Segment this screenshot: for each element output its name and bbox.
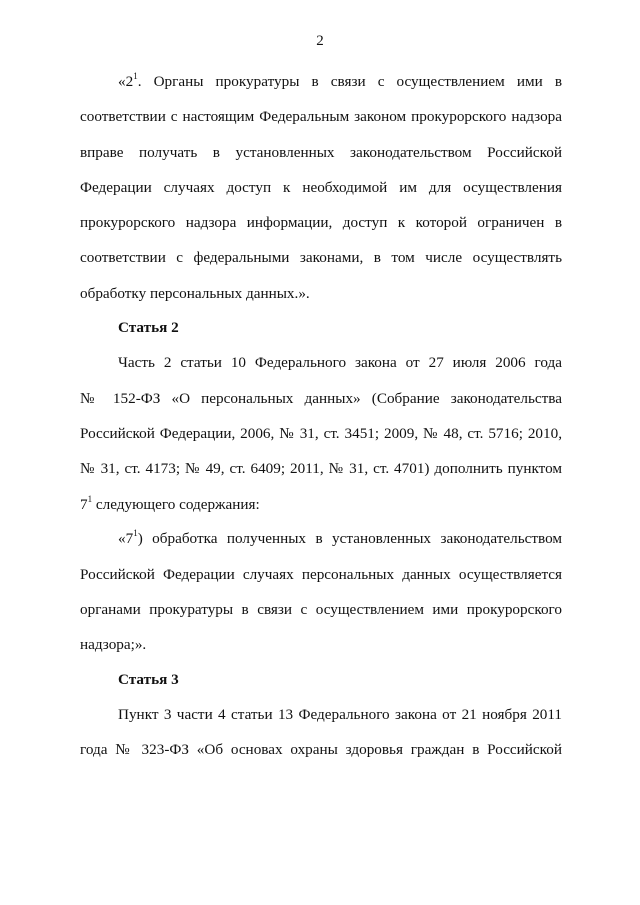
article-3-heading: Статья 3 bbox=[118, 671, 179, 688]
item-marker: «7 bbox=[118, 530, 134, 547]
line-text: . Органы прокуратуры в связи с осуществлением ими в bbox=[137, 73, 562, 90]
page-number: 2 bbox=[316, 33, 324, 49]
text-line: № 31, ст. 4173; № 49, ст. 6409; 2011, № 31, ст. 4701) дополнить пунктом bbox=[80, 460, 562, 477]
text-line bbox=[80, 496, 562, 514]
line-text: следующего содержания: bbox=[92, 496, 260, 513]
superscript: 1 bbox=[87, 494, 93, 504]
text-line: соответствии с федеральными законами, в том числе осуществлять bbox=[80, 249, 562, 266]
item-marker: «2 bbox=[118, 73, 134, 90]
text-line bbox=[118, 73, 562, 91]
text-line: № 152-ФЗ «О персональных данных» (Собрание законодательства bbox=[80, 390, 562, 407]
text-line: Российской Федерации, 2006, № 31, ст. 3451; 2009, № 48, ст. 5716; 2010, bbox=[80, 425, 562, 442]
text-line: органами прокуратуры в связи с осуществлением ими прокурорского bbox=[80, 601, 562, 618]
superscript: 1 bbox=[133, 528, 138, 538]
text-line: соответствии с настоящим Федеральным законом прокурорского надзора bbox=[80, 108, 562, 125]
text-line: надзора;». bbox=[80, 636, 147, 653]
text-line: Пункт 3 части 4 статьи 13 Федерального закона от 21 ноября 2011 bbox=[118, 706, 562, 723]
line-text: ) обработка полученных в установленных законодательством bbox=[137, 530, 562, 547]
text-line bbox=[118, 530, 562, 548]
text-line: вправе получать в установленных законодательством Российской bbox=[80, 144, 562, 161]
item-number: 7 bbox=[80, 496, 88, 513]
text-line: Федерации случаях доступ к необходимой им для осуществления bbox=[80, 179, 562, 196]
text-line: года № 323-ФЗ «Об основах охраны здоровья граждан в Российской bbox=[80, 741, 562, 758]
text-line: обработку персональных данных.». bbox=[80, 285, 310, 302]
text-line: прокурорского надзора информации, доступ к которой ограничен в bbox=[80, 214, 562, 231]
article-2-heading: Статья 2 bbox=[118, 319, 179, 336]
superscript: 1 bbox=[133, 71, 138, 81]
text-line: Часть 2 статьи 10 Федерального закона от 27 июля 2006 года bbox=[118, 354, 562, 371]
text-line: Российской Федерации случаях персональных данных осуществляется bbox=[80, 566, 562, 583]
